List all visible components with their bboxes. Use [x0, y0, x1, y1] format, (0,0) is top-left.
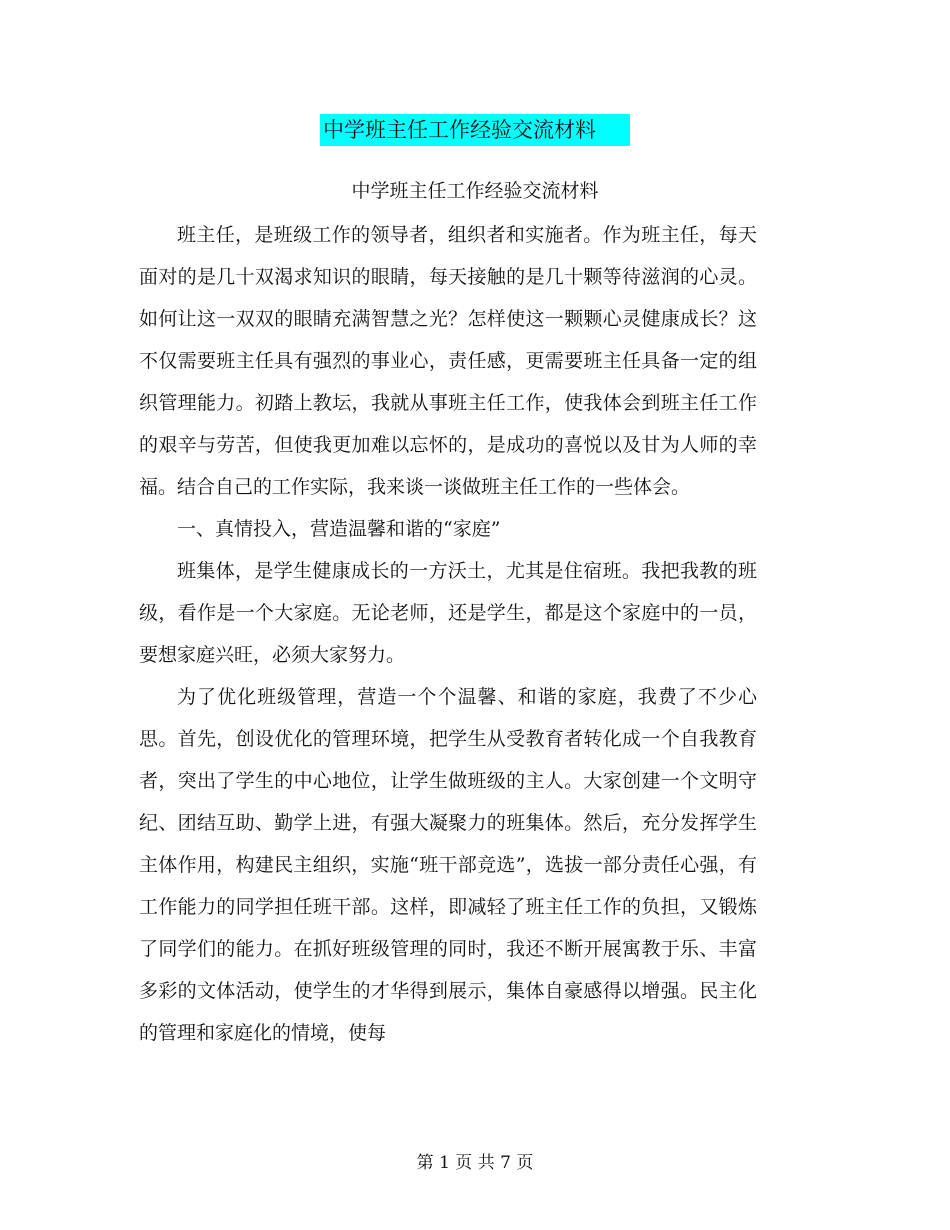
paragraph-intro: 班主任，是班级工作的领导者，组织者和实施者。作为班主任，每天面对的是几十双渴求知识的眼睛，每天接触的是几十颗等待滋润的心灵。如何让这一双双的眼睛充满智慧之光？怎样使这一颗颗心灵健康成长？这不仅需要班主任具有强烈的事业心，责任感，更需要班主任具备一定的组织管理能力。初踏上教坛，我就从事班主任工作，使我体会到班主任工作的艰辛与劳苦，但使我更加难以忘怀的，是成功的喜悦以及甘为人师的幸福。结合自己的工作实际，我来谈一谈做班主任工作的一些体会。 [139, 224, 757, 498]
title-container [0, 114, 950, 146]
paragraph-class-family: 班集体，是学生健康成长的一方沃土，尤其是住宿班。我把我教的班级，看作是一个大家庭。无论老师，还是学生，都是这个家庭中的一员，要想家庭兴旺，必须大家努力。 [139, 560, 757, 666]
document-title: 中学班主任工作经验交流材料 [320, 114, 630, 146]
paragraph-class-management: 为了优化班级管理，营造一个个温馨、和谐的家庭，我费了不少心思。首先，创设优化的管理环境，把学生从受教育者转化成一个自我教育者，突出了学生的中心地位，让学生做班级的主人。大家创建一个文明守纪、团结互助、勤学上进，有强大凝聚力的班集体。然后，充分发挥学生主体作用，构建民主组织，实施“班干部竞选”，选拔一部分责任心强，有工作能力的同学担任班干部。这样，即减轻了班主任工作的负担，又锻炼了同学们的能力。在抓好班级管理的同时，我还不断开展寓教于乐、丰富多彩的文体活动，使学生的才华得到展示，集体自豪感得以增强。民主化的管理和家庭化的情境，使每 [139, 686, 757, 1044]
document-subtitle: 中学班主任工作经验交流材料 [351, 180, 599, 202]
section-heading: 一、真情投入，营造温馨和谐的“家庭” [177, 518, 501, 540]
page-number-footer: 第 1 页 共 7 页 [416, 1153, 534, 1173]
document-body [139, 214, 757, 1054]
